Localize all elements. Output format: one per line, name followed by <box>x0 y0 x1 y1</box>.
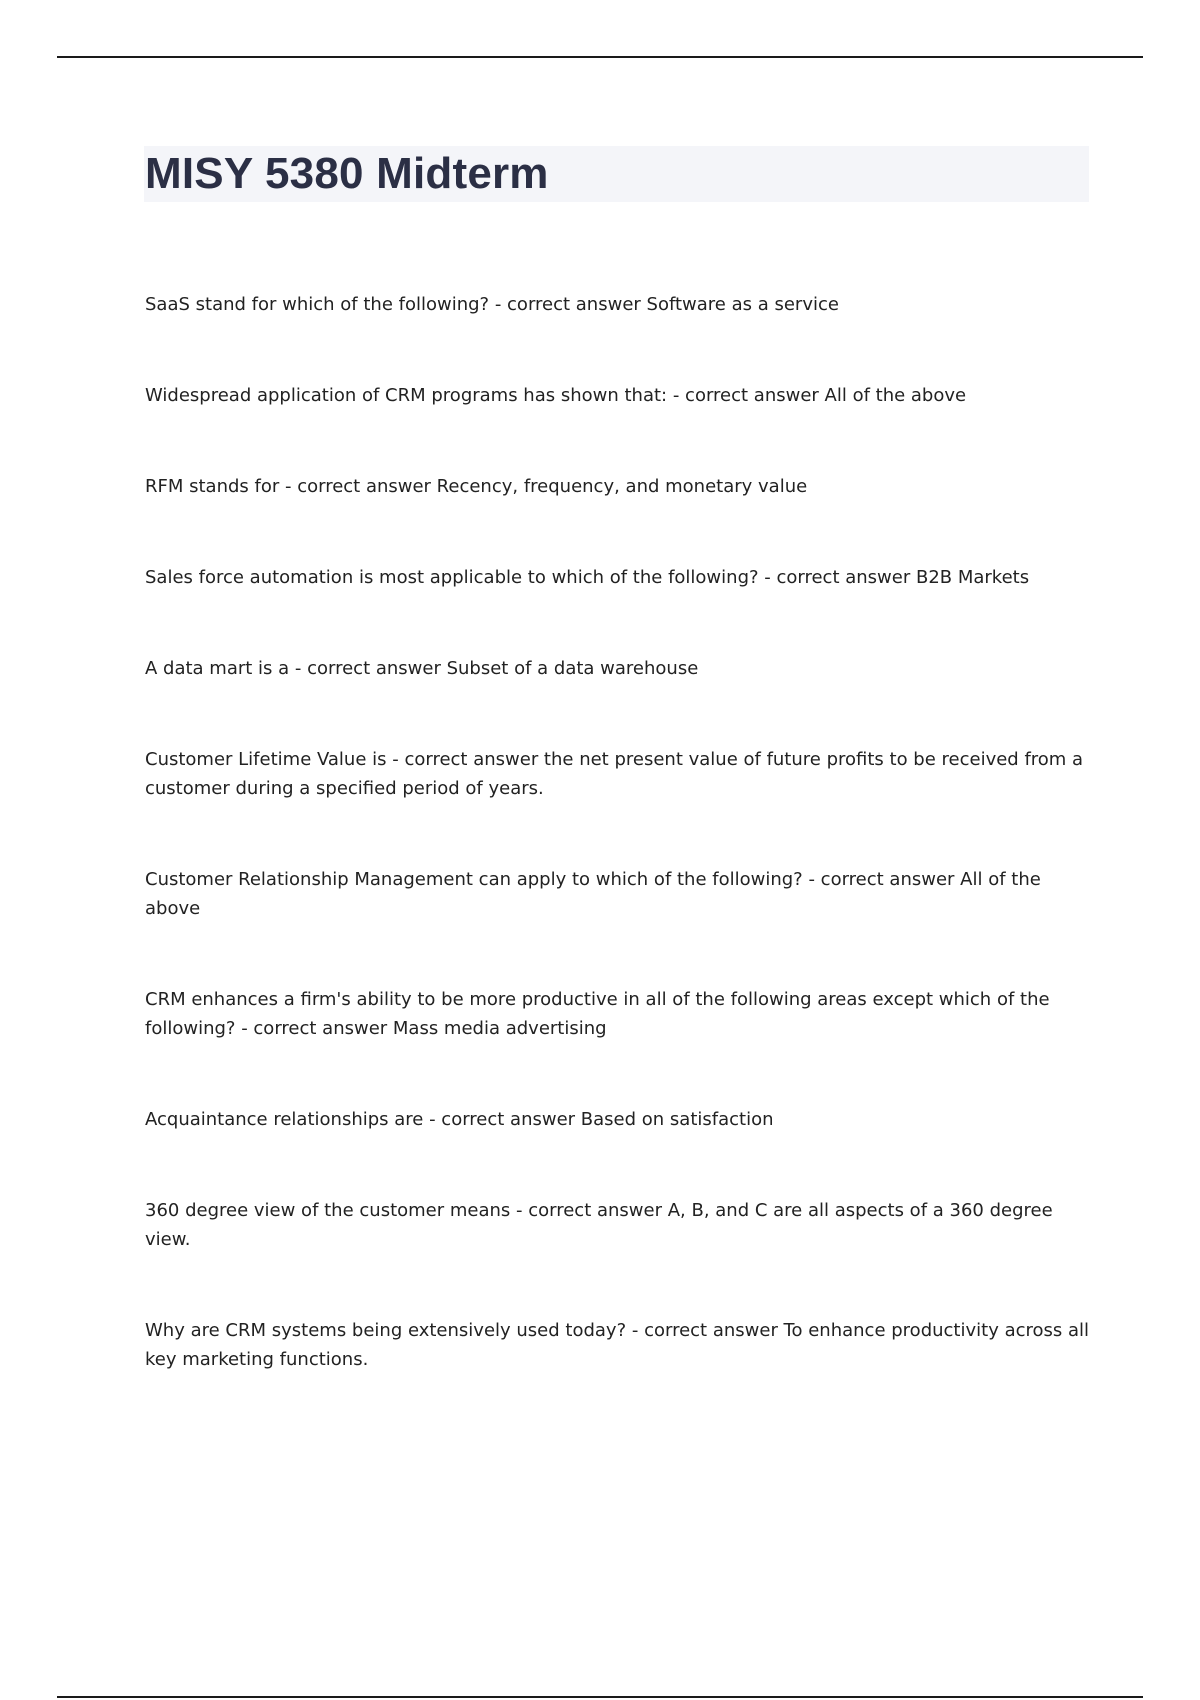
qa-item: Why are CRM systems being extensively used today? - correct answer To enhance productivity across all key marketing functions. <box>145 1320 1090 1370</box>
qa-list <box>145 290 1095 1374</box>
qa-item: Customer Lifetime Value is - correct answer the net present value of future profits to be received from a customer during a specified period of years. <box>145 749 1084 799</box>
top-rule <box>57 56 1143 58</box>
qa-item: Sales force automation is most applicable to which of the following? - correct answer B2B Markets <box>145 567 1030 588</box>
qa-item: Customer Relationship Management can apply to which of the following? - correct answer All of the above <box>145 869 1041 919</box>
qa-item: Acquaintance relationships are - correct answer Based on satisfaction <box>145 1109 774 1130</box>
qa-item: Widespread application of CRM programs has shown that: - correct answer All of the above <box>145 385 967 406</box>
qa-item: A data mart is a - correct answer Subset of a data warehouse <box>145 658 699 679</box>
qa-item: 360 degree view of the customer means - correct answer A, B, and C are all aspects of a 360 degree view. <box>145 1200 1053 1250</box>
qa-item: RFM stands for - correct answer Recency, frequency, and monetary value <box>145 476 808 497</box>
qa-item: SaaS stand for which of the following? - correct answer Software as a service <box>145 294 839 315</box>
bottom-rule <box>57 1696 1143 1698</box>
document-title: MISY 5380 Midterm <box>145 149 549 198</box>
qa-item: CRM enhances a firm's ability to be more productive in all of the following areas except which of the following? - correct answer Mass media advertising <box>145 989 1050 1039</box>
